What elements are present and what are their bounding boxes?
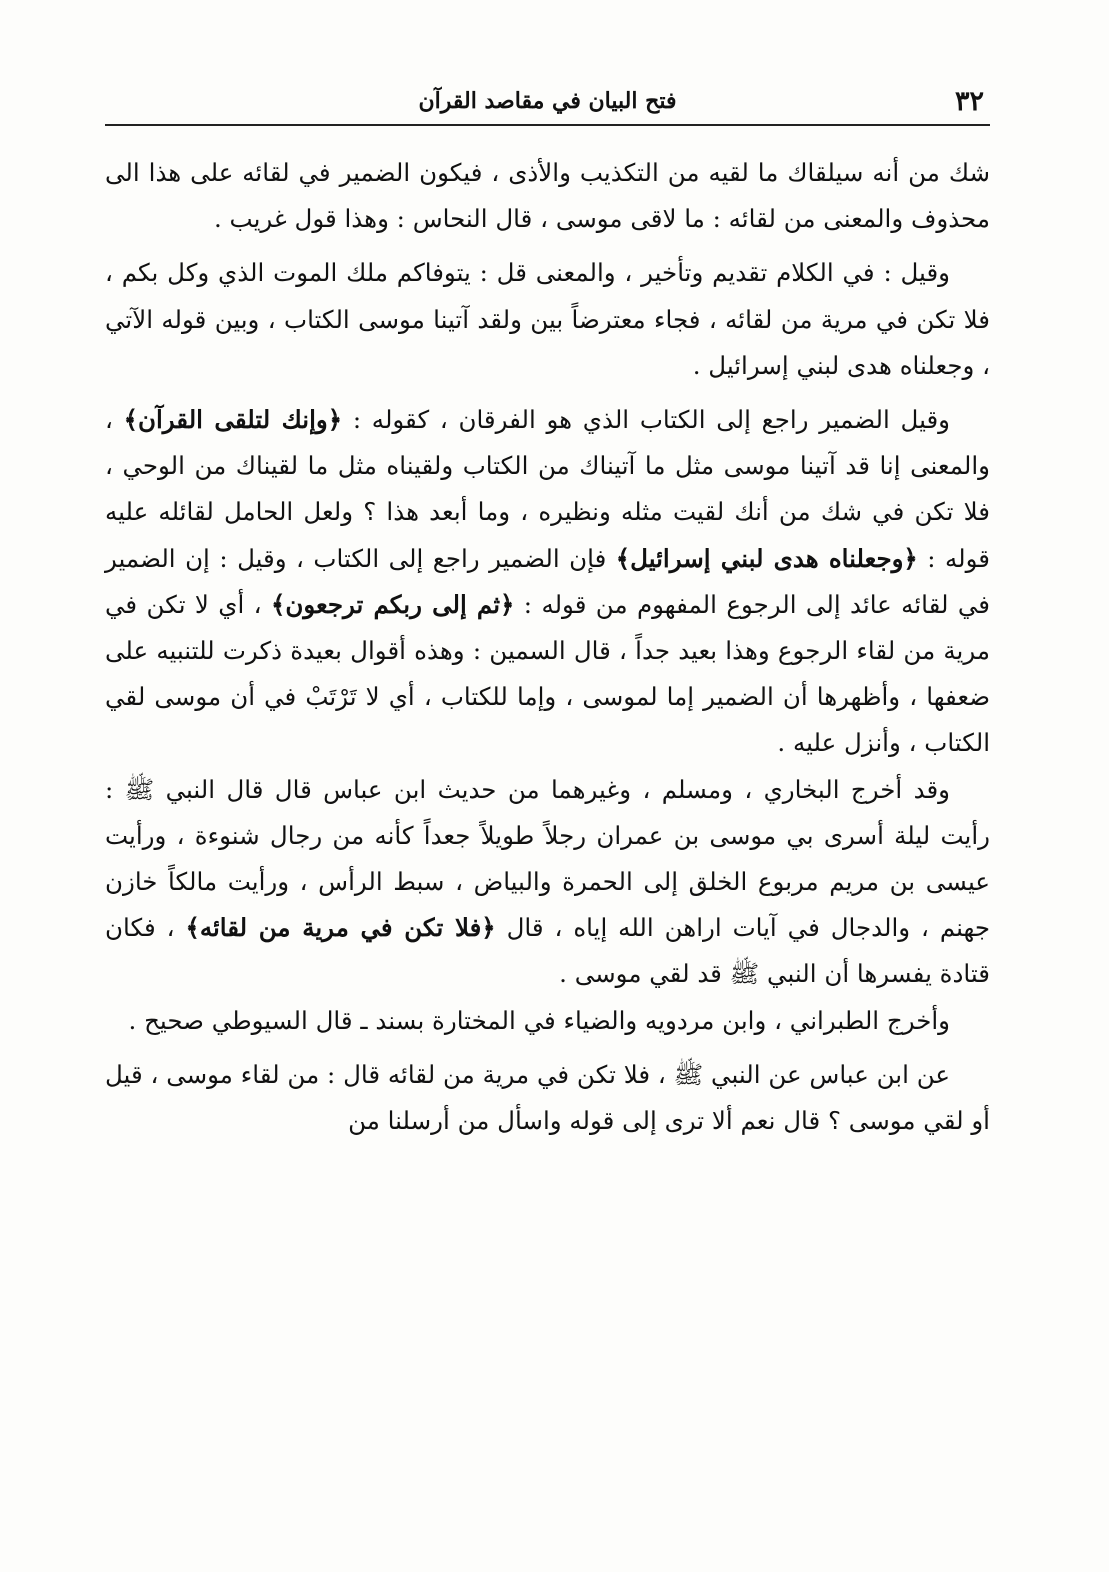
quran-verse: ﴿وجعلناه هدى لبني إسرائيل﴾ xyxy=(615,543,918,573)
paragraph-4 xyxy=(105,767,990,998)
text-run: وقيل الضمير راجع إلى الكتاب الذي هو الفرقان ، كقوله : xyxy=(342,405,951,435)
text-run: شك من أنه سيلقاك ما لقيه من التكذيب والأذى ، فيكون الضمير في لقائه على هذا الى محذوف والمعنى من لقائه : ما لاقى موسى ، قال النحاس : وهذا قول غريب . xyxy=(105,158,990,234)
text-run: ، فكان قتادة يفسرها أن النبي ﷺ قد لقي موسى . xyxy=(105,913,990,989)
page-number: ٣٢ xyxy=(954,86,984,117)
paragraph-5 xyxy=(105,998,990,1044)
text-run: فإن الضمير راجع إلى الكتاب ، وقيل : إن الضمير في لقائه عائد إلى الرجوع المفهوم من قوله : xyxy=(105,543,990,619)
paragraph-3 xyxy=(105,397,990,767)
text-run: وقيل : في الكلام تقديم وتأخير ، والمعنى قل : يتوفاكم ملك الموت الذي وكل بكم ، فلا تكن في مرية من لقائه ، فجاء معترضاً بين ولقد آتينا موسى الكتاب ، وبين قوله الآتي ، وجعلناه هدى لبني إسرائيل . xyxy=(105,258,990,380)
text-run: عن ابن عباس عن النبي ﷺ ، فلا تكن في مرية من لقائه قال : من لقاء موسى ، قيل أو لقي موسى ؟ قال نعم ألا ترى إلى قوله واسأل من أرسلنا من xyxy=(105,1059,990,1136)
paragraph-2 xyxy=(105,250,990,389)
text-run: وقد أخرج البخاري ، ومسلم ، وغيرهما من حديث ابن عباس قال قال النبي ﷺ : رأيت ليلة أسرى بي موسى بن عمران رجلاً طويلاً جعداً كأنه من رجال شنوءة ، ورأيت عيسى بن مريم مربوع الخلق إلى الحمرة والبياض ، سبط الرأس ، ورأيت مالكاً خازن جهنم ، والدجال في آيات اراهن الله إياه ، قال xyxy=(105,774,990,943)
paragraph-6 xyxy=(105,1052,990,1144)
running-title: فتح البيان في مقاصد القرآن xyxy=(418,88,677,114)
quran-verse: ﴿ثم إلى ربكم ترجعون﴾ xyxy=(271,589,515,619)
text-run: وأخرج الطبراني ، وابن مردويه والضياء في المختارة بسند ـ قال السيوطي صحيح . xyxy=(128,1005,950,1035)
quran-verse: ﴿وإنك لتلقى القرآن﴾ xyxy=(123,405,343,435)
paragraph-1 xyxy=(105,150,990,242)
body-text xyxy=(105,150,990,1144)
quran-verse: ﴿فلا تكن في مرية من لقائه﴾ xyxy=(185,913,496,943)
page-header xyxy=(105,78,990,126)
text-run: ، أي لا تكن في مرية من لقاء الرجوع وهذا بعيد جداً ، قال السمين : وهذه أقوال بعيدة ذكرت للتنبيه على ضعفها ، وأظهرها أن الضمير إما لموسى ، وإما للكتاب ، أي لا تَرْتَبْ في أن موسى لقي الكتاب ، وأنزل عليه . xyxy=(105,589,990,758)
text-run: ، والمعنى إنا قد آتينا موسى مثل ما آتيناك من الكتاب ولقيناه مثل ما لقيناك من الوحي ، فلا تكن في شك من أنك لقيت مثله ونظيره ، وما أبعد هذا ؟ ولعل الحامل لقائله عليه قوله : xyxy=(105,405,990,573)
